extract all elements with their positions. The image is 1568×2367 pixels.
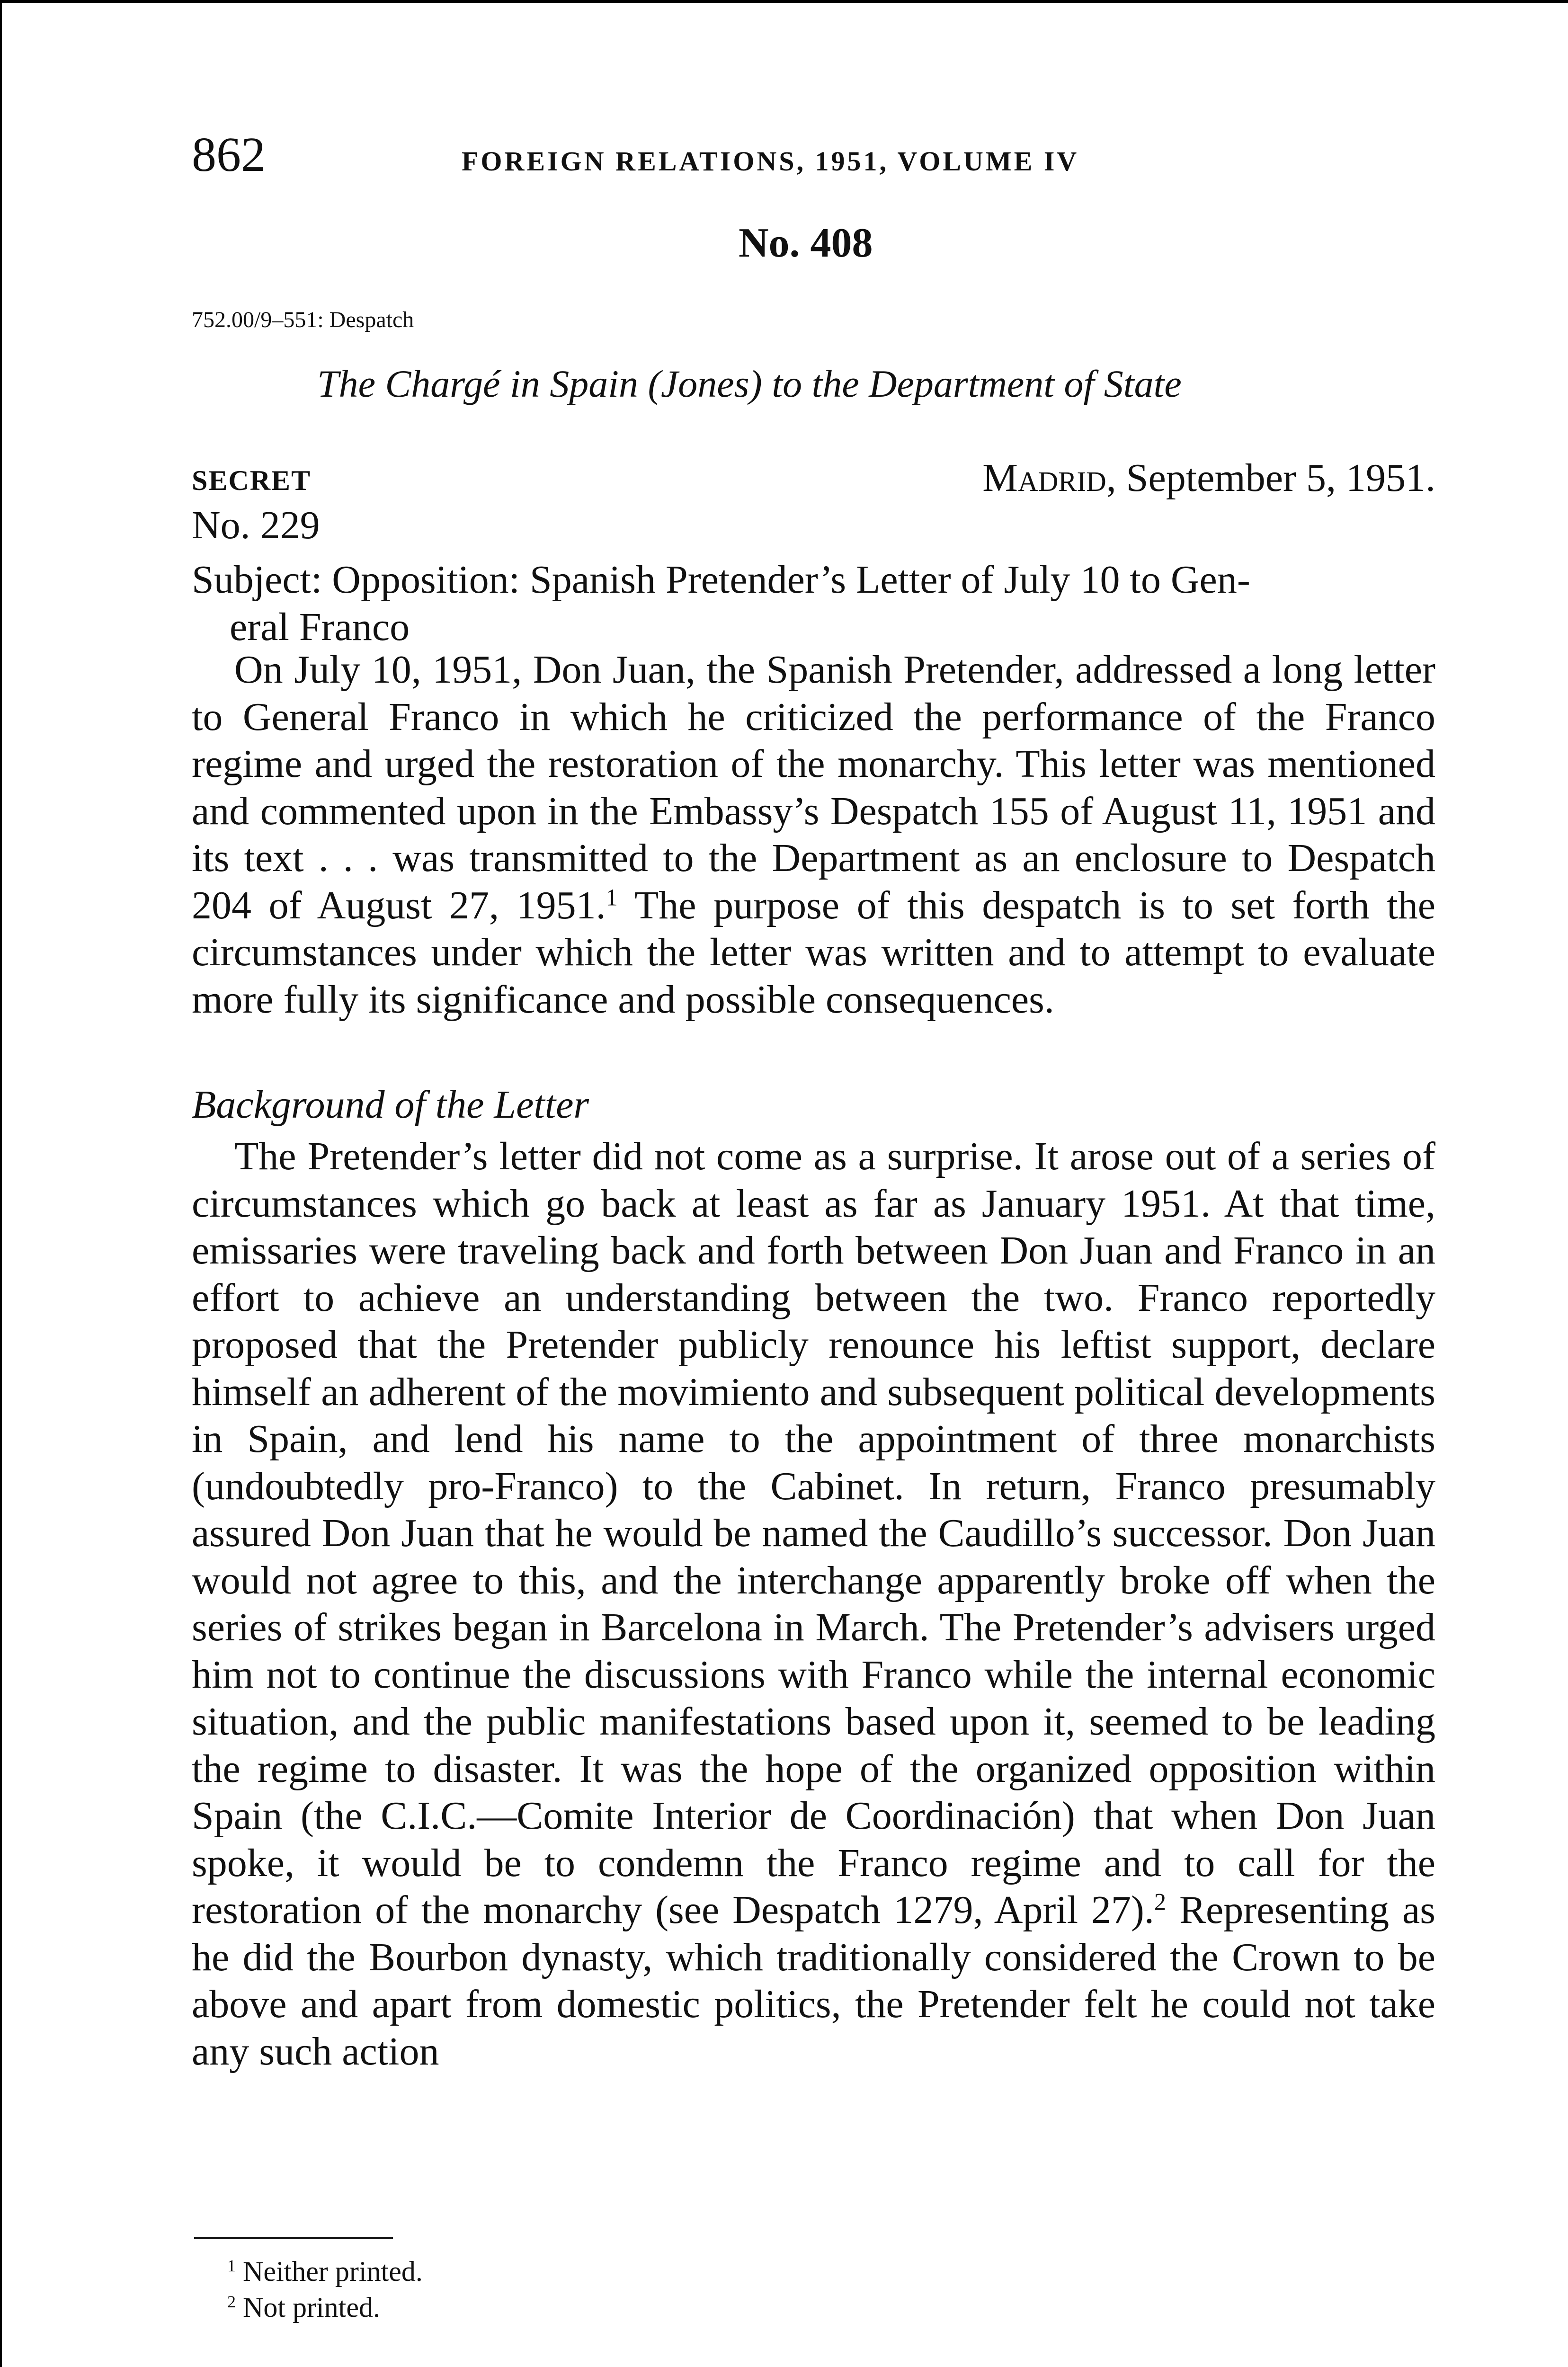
document-number: No. 408 [739,220,873,266]
paragraph-1-text-a: On July 10, 1951, Don Juan, the Spanish Pretender, addressed a long letter to General Franco in which he criticized the performance of the Franco regime and urged the restoration of the monarchy. This letter was mentioned and commented upon in the Embassy’s Despatch 155 of August 11, 1951 and its text . . . was transmitted to the Department as an enclosure to Despatch 204 of August 27, 1951. [192,648,1435,927]
footnote-ref-1: 1 [606,883,618,910]
footnote-1 [227,2253,423,2289]
file-reference: 752.00/9–551: Despatch [192,307,414,332]
paragraph-1 [192,646,1435,1023]
document-title: The Chargé in Spain (Jones) to the Department of State [317,362,1182,405]
paragraph-2 [192,1133,1435,2075]
despatch-number: No. 229 [192,503,320,547]
subject-line-2: eral Franco [230,605,410,649]
subject-block [192,556,1435,651]
place: Madrid [982,456,1106,500]
page-number: 862 [192,127,266,182]
paragraph-2-text-b: Representing as he did the Bourbon dynasty, which traditionally considered the Crown to be above and apart from domestic politics, the Pretender felt he could not take any such action [192,1888,1435,2073]
section-heading: Background of the Letter [192,1083,589,1127]
paragraph-1-text-b: The purpose of this despatch is to set forth the circumstances under which the letter was written and to attempt to evaluate more fully its significance and possible consequences. [192,883,1435,1022]
place-date-line [982,458,1435,498]
paragraph-2-text-a: The Pretender’s letter did not come as a surprise. It arose out of a series of circumstances which go back at least as far as January 1951. At that time, emissaries were traveling back and forth between Don Juan and Franco in an effort to achieve an understanding between the two. Franco reportedly proposed that the Pretender publicly renounce his leftist support, declare himself an adherent of the movimiento and subsequent political developments in Spain, and lend his name to the appointment of three monarchists (undoubtedly pro-Franco) to the Cabinet. In return, Franco presumably assured Don Juan that he would be named the Caudillo’s successor. Don Juan would not agree to this, and the interchange apparently broke off when the series of strikes began in Barcelona in March. The Pretender’s advisers urged him not to continue the discussions with Franco while the internal economic situation, and the public manifestations based upon it, seemed to be leading the regime to disaster. It was the hope of the organized opposition within Spain (the C.I.C.—Comite Interior de Coordinación) that when Don Juan spoke, it would be to condemn the Franco regime and to call for the restoration of the monarchy (see Despatch 1279, April 27). [192,1134,1435,1932]
footnotes [227,2253,423,2325]
footnote-2-text: Not printed. [236,2292,380,2323]
subject-line-1: Subject: Opposition: Spanish Pretender’s Letter of July 10 to Gen- [192,558,1250,602]
footnote-1-marker: 1 [227,2256,236,2276]
footnote-1-text: Neither printed. [236,2256,423,2287]
classification-marking: SECRET [192,465,312,496]
footnote-2 [227,2289,423,2325]
footnote-2-marker: 2 [227,2292,236,2312]
date: , September 5, 1951. [1106,456,1435,500]
footnote-ref-2: 2 [1154,1888,1167,1915]
footnote-rule [194,2237,393,2239]
running-head: FOREIGN RELATIONS, 1951, VOLUME IV [462,146,1079,177]
